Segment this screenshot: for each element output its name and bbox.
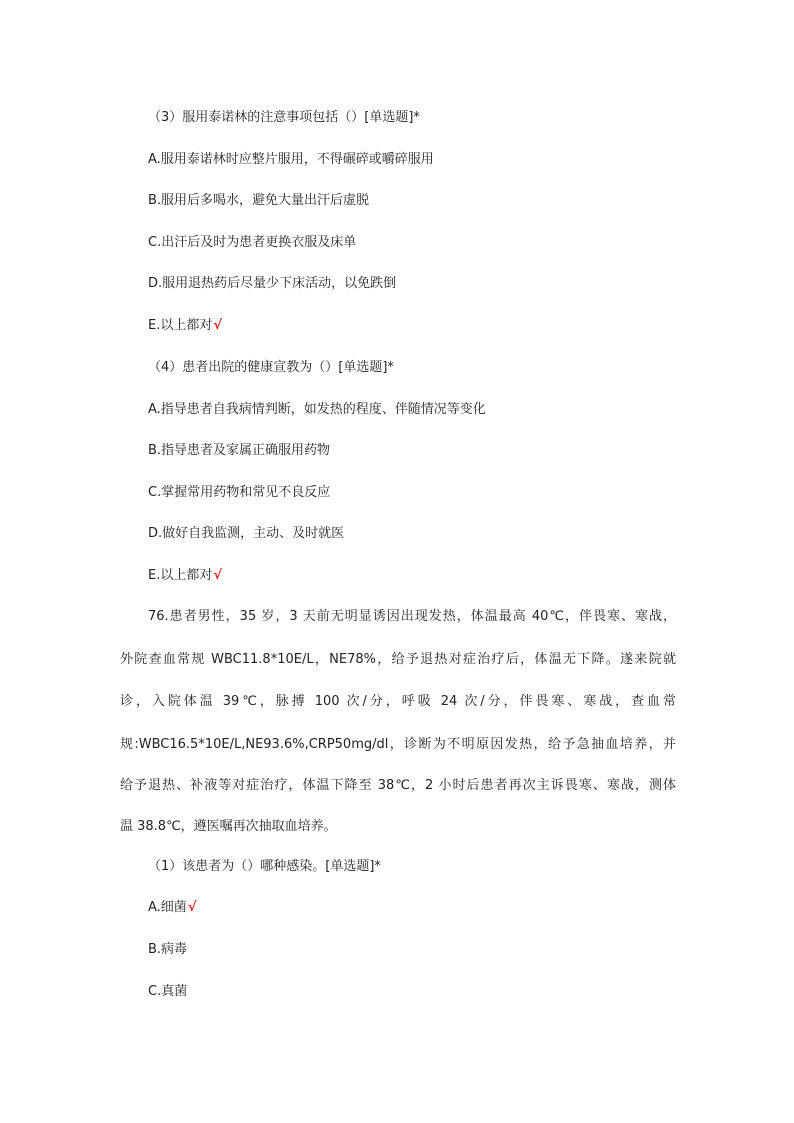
question-4-option-e bbox=[148, 567, 222, 585]
option-text: A.指导患者自我病情判断，如发热的程度、伴随情况等变化 bbox=[148, 402, 486, 417]
case-76-line-2: 外院查血常规 WBC11.8*10E/L，NE78%，给予退热对症治疗后，体温无下降。遂来院就 bbox=[120, 652, 676, 667]
option-text: B.病毒 bbox=[148, 942, 188, 957]
correct-check-mark: √ bbox=[213, 318, 223, 333]
option-text: B.服用后多喝水，避免大量出汗后虚脱 bbox=[148, 193, 370, 208]
question-3-option-d bbox=[148, 275, 397, 293]
correct-check-mark: √ bbox=[213, 568, 223, 583]
option-text: E.以上都对 bbox=[148, 318, 213, 333]
option-text: C.真菌 bbox=[148, 984, 188, 999]
case-76-line-3: 诊，入院体温 39℃，脉搏 100 次/分，呼吸 24 次/分，伴畏寒、寒战，查血常 bbox=[120, 694, 676, 709]
question-3-option-c bbox=[148, 234, 357, 252]
case-76-line-6: 温 38.8℃，遵医嘱再次抽取血培养。 bbox=[120, 819, 337, 834]
question-4-option-d bbox=[148, 525, 345, 543]
option-text: D.做好自我监测，主动、及时就医 bbox=[148, 526, 345, 541]
question-4-option-c bbox=[148, 484, 331, 502]
question-3-option-b bbox=[148, 192, 370, 210]
question-4-title: （4）患者出院的健康宣教为（）[单选题]* bbox=[148, 360, 394, 375]
case-76-line-1: 76.患者男性，35 岁，3 天前无明显诱因出现发热，体温最高 40℃，伴畏寒、寒战， bbox=[148, 609, 676, 624]
correct-check-mark: √ bbox=[187, 900, 197, 915]
option-text: A.服用泰诺林时应整片服用，不得碾碎或嚼碎服用 bbox=[148, 152, 434, 167]
question-76-1-option-a bbox=[148, 899, 196, 917]
option-text: A.细菌 bbox=[148, 900, 187, 915]
question-4-option-a bbox=[148, 401, 487, 419]
question-3-title: （3）服用泰诺林的注意事项包括（）[单选题]* bbox=[148, 110, 420, 125]
question-76-1-option-b bbox=[148, 941, 188, 959]
question-4-option-b bbox=[148, 442, 331, 460]
case-76-line-4: 规:WBC16.5*10E/L,NE93.6%,CRP50mg/dl，诊断为不明原因发热，给予急抽血培养，并 bbox=[120, 737, 676, 752]
question-76-1-option-c bbox=[148, 983, 188, 1001]
question-3-option-a bbox=[148, 151, 435, 169]
option-text: C.掌握常用药物和常见不良反应 bbox=[148, 485, 331, 500]
option-text: C.出汗后及时为患者更换衣服及床单 bbox=[148, 235, 357, 250]
option-text: B.指导患者及家属正确服用药物 bbox=[148, 443, 331, 458]
option-text: E.以上都对 bbox=[148, 568, 213, 583]
option-text: D.服用退热药后尽量少下床活动，以免跌倒 bbox=[148, 276, 397, 291]
question-76-1-title: （1）该患者为（）哪种感染。[单选题]* bbox=[148, 859, 381, 874]
question-3-option-e bbox=[148, 317, 222, 335]
case-76-line-5: 给予退热、补液等对症治疗，体温下降至 38℃，2 小时后患者再次主诉畏寒、寒战，测体 bbox=[120, 778, 676, 793]
